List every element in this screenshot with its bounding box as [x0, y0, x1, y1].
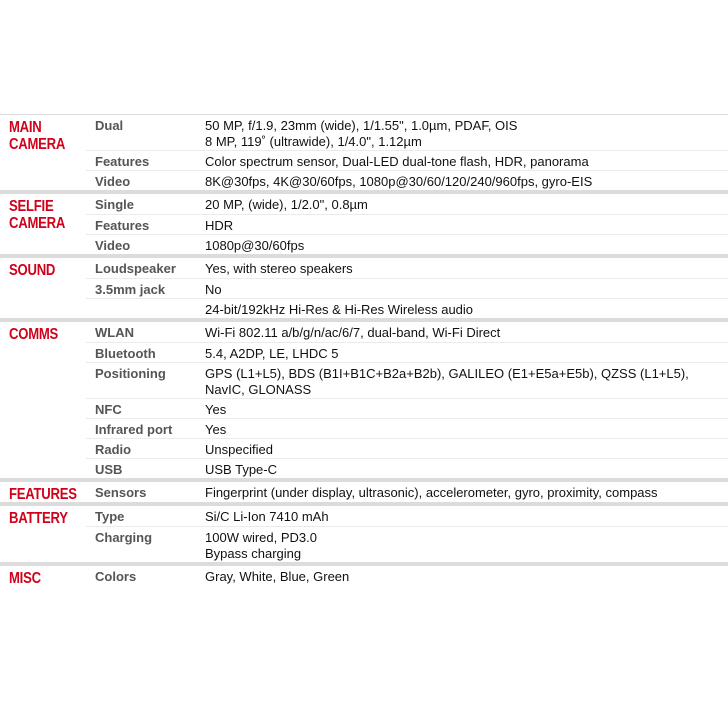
- spec-value-line: Unspecified: [205, 442, 273, 457]
- section-rows: [86, 482, 728, 502]
- section-comms: [0, 318, 728, 478]
- section-sound: [0, 254, 728, 318]
- spec-label-type[interactable]: Type: [95, 509, 125, 524]
- section-rows: [86, 194, 728, 254]
- spec-label-dual[interactable]: Dual: [95, 118, 124, 133]
- spec-value-line: HDR: [205, 218, 234, 233]
- spec-label-positioning[interactable]: Positioning: [95, 366, 166, 381]
- spec-value: [205, 461, 728, 478]
- spec-row: [86, 115, 728, 150]
- spec-row: [86, 418, 728, 438]
- spec-value-line: 8 MP, 119˚ (ultrawide), 1/4.0", 1.12µm: [205, 134, 422, 149]
- spec-row: [86, 342, 728, 362]
- spec-value-line: Yes: [205, 422, 227, 437]
- spec-value-line: 50 MP, f/1.9, 23mm (wide), 1/1.55", 1.0µm, PDAF, OIS: [205, 118, 518, 133]
- section-title[interactable]: MISC: [9, 570, 41, 587]
- spec-row: [86, 506, 728, 526]
- spec-value: [205, 153, 728, 170]
- spec-value: [205, 508, 728, 526]
- spec-value: [205, 324, 728, 342]
- spec-label-3-5mm-jack[interactable]: 3.5mm jack: [95, 282, 166, 297]
- spec-value: [205, 484, 728, 502]
- spec-label-nfc[interactable]: NFC: [95, 402, 122, 417]
- section-rows: [86, 566, 728, 586]
- spec-value: [205, 196, 728, 214]
- spec-row: [86, 258, 728, 278]
- spec-value-line: 20 MP, (wide), 1/2.0", 0.8µm: [205, 197, 368, 212]
- spec-row: [86, 458, 728, 478]
- section-rows: [86, 115, 728, 190]
- section-title[interactable]: MAIN CAMERA: [9, 119, 66, 153]
- spec-row: [86, 194, 728, 214]
- spec-value-line: Yes, with stereo speakers: [205, 261, 353, 276]
- section-title[interactable]: SOUND: [9, 262, 56, 279]
- spec-value-line: Si/C Li-Ion 7410 mAh: [205, 509, 329, 524]
- spec-value: [205, 401, 728, 418]
- section-rows: [86, 506, 728, 562]
- spec-row: [86, 298, 728, 318]
- spec-row: [86, 438, 728, 458]
- section-main-camera: [0, 114, 728, 190]
- spec-label-features[interactable]: Features: [95, 154, 150, 169]
- section-title[interactable]: BATTERY: [9, 510, 68, 527]
- spec-row: [86, 150, 728, 170]
- section-rows: [86, 322, 728, 478]
- spec-value-line: 5.4, A2DP, LE, LHDC 5: [205, 346, 339, 361]
- section-misc: [0, 562, 728, 586]
- spec-label-single[interactable]: Single: [95, 197, 135, 212]
- spec-row: [86, 398, 728, 418]
- spec-row: [86, 362, 728, 398]
- spec-value: [205, 529, 728, 562]
- spec-label-colors[interactable]: Colors: [95, 569, 137, 584]
- spec-value-line: 24-bit/192kHz Hi-Res & Hi-Res Wireless audio: [205, 302, 474, 317]
- spec-label-video[interactable]: Video: [95, 174, 131, 189]
- spec-label-radio[interactable]: Radio: [95, 442, 132, 457]
- spec-label-blank: [86, 301, 205, 318]
- spec-row: [86, 214, 728, 234]
- spec-value: [205, 301, 728, 318]
- spec-label-sensors[interactable]: Sensors: [95, 485, 147, 500]
- spec-value-line: 1080p@30/60fps: [205, 238, 305, 253]
- spec-value: [205, 217, 728, 234]
- spec-row: [86, 278, 728, 298]
- spec-value-line: Wi-Fi 802.11 a/b/g/n/ac/6/7, dual-band, Wi-Fi Direct: [205, 325, 501, 340]
- section-rows: [86, 258, 728, 318]
- spec-value-line: Yes: [205, 402, 227, 417]
- spec-value-line: 100W wired, PD3.0: [205, 530, 317, 545]
- section-battery: [0, 502, 728, 562]
- spec-value: [205, 281, 728, 298]
- spec-label-bluetooth[interactable]: Bluetooth: [95, 346, 156, 361]
- spec-value: [205, 117, 728, 150]
- section-title[interactable]: SELFIE CAMERA: [9, 198, 66, 232]
- section-title[interactable]: FEATURES: [9, 486, 77, 503]
- spec-value-line: 8K@30fps, 4K@30/60fps, 1080p@30/60/120/240/960fps, gyro-EIS: [205, 174, 593, 189]
- spec-row: [86, 566, 728, 586]
- spec-value: [205, 260, 728, 278]
- spec-value: [205, 237, 728, 254]
- spec-label-charging[interactable]: Charging: [95, 530, 153, 545]
- spec-value: [205, 345, 728, 362]
- spec-row: [86, 526, 728, 562]
- spec-sheet: [0, 114, 728, 586]
- spec-value-line: Gray, White, Blue, Green: [205, 569, 350, 584]
- spec-value-line: USB Type-C: [205, 462, 278, 477]
- spec-label-infrared-port[interactable]: Infrared port: [95, 422, 173, 437]
- spec-value-line: GPS (L1+L5), BDS (B1I+B1C+B2a+B2b), GALILEO (E1+E5a+E5b), QZSS (L1+L5), NavIC, GLONASS: [205, 366, 689, 397]
- spec-value-line: Bypass charging: [205, 546, 302, 561]
- section-title[interactable]: COMMS: [9, 326, 59, 343]
- spec-row: [86, 234, 728, 254]
- spec-row: [86, 322, 728, 342]
- section-selfie-camera: [0, 190, 728, 254]
- section-features: [0, 478, 728, 502]
- spec-label-wlan[interactable]: WLAN: [95, 325, 134, 340]
- spec-value: [205, 365, 728, 398]
- spec-value: [205, 421, 728, 438]
- spec-row: [86, 170, 728, 190]
- spec-label-features[interactable]: Features: [95, 218, 150, 233]
- spec-value-line: Color spectrum sensor, Dual-LED dual-tone flash, HDR, panorama: [205, 154, 589, 169]
- spec-row: [86, 482, 728, 502]
- spec-label-loudspeaker[interactable]: Loudspeaker: [95, 261, 176, 276]
- spec-label-video[interactable]: Video: [95, 238, 131, 253]
- spec-value-line: Fingerprint (under display, ultrasonic), accelerometer, gyro, proximity, compass: [205, 485, 658, 500]
- spec-value: [205, 441, 728, 458]
- spec-value: [205, 173, 728, 190]
- spec-value-line: No: [205, 282, 222, 297]
- spec-value: [205, 568, 728, 586]
- spec-label-usb[interactable]: USB: [95, 462, 123, 477]
